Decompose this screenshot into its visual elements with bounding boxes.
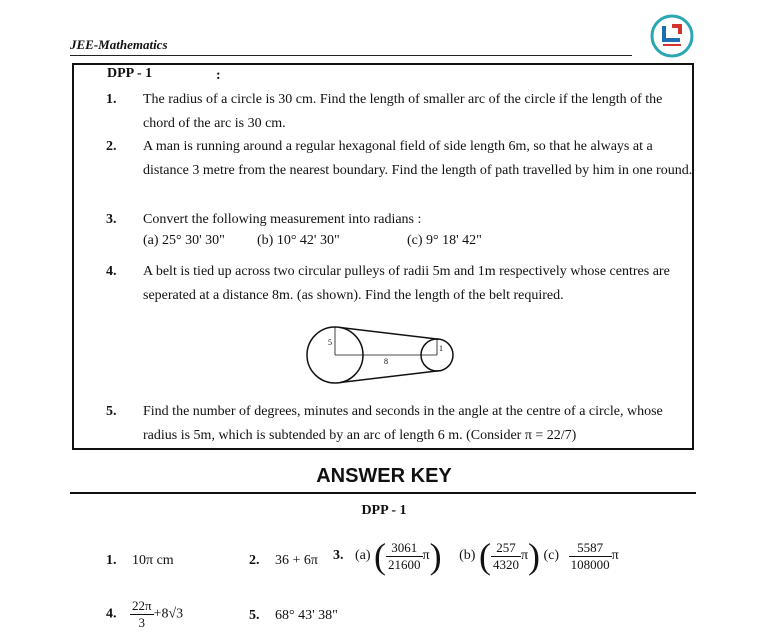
fraction-denominator: 108000 (570, 556, 610, 572)
fraction-denominator: 3 (138, 615, 146, 630)
answer-3c-label: (c) (543, 548, 560, 563)
answer-number: 4. (106, 606, 117, 622)
fraction-denominator: 4320 (492, 556, 519, 572)
dpp-heading-colon: : (216, 68, 221, 83)
answer-1 (106, 553, 174, 569)
answer-key-divider (70, 492, 696, 494)
pulley-belt-figure (300, 320, 460, 390)
belt-bottom (340, 371, 439, 383)
close-paren: ) (429, 536, 442, 576)
fraction-numerator: 257 (491, 540, 521, 557)
answer-3b-label: (b) (459, 548, 476, 563)
question-number: 1. (106, 92, 117, 107)
fraction-numerator: 5587 (569, 540, 612, 557)
answer-key-dpp-heading: DPP - 1 (361, 503, 407, 518)
question-text: Convert the following measurement into radians : (143, 212, 422, 227)
question-number: 2. (106, 139, 117, 154)
distance-label: 8 (384, 357, 388, 366)
question-text: A man is running around a regular hexagonal field of side length 6m, so that he always at a distance 3 metre from the nearest boundary. Find the length of path travelled by him in one round. (143, 139, 693, 178)
q3-option-b: (b) 10° 42' 30" (257, 233, 340, 248)
answer-value: 36 + 6π (275, 553, 318, 568)
question-text: The radius of a circle is 30 cm. Find the length of smaller arc of the circle if the length of the chord of the arc is 30 cm. (143, 92, 663, 131)
page-header-title: JEE-Mathematics (70, 37, 168, 52)
answer-5 (249, 608, 338, 624)
answer-3b-fraction (491, 540, 521, 573)
brand-logo-icon (650, 14, 694, 58)
question-number: 4. (106, 264, 117, 279)
question-text: A belt is tied up across two circular pulleys of radii 5m and 1m respectively whose centres are seperated at a distance 8m. (as shown). Find the length of the belt required. (143, 264, 670, 303)
open-paren: ( (374, 536, 387, 576)
answer-3 (333, 538, 619, 574)
fraction-denominator: 21600 (388, 556, 421, 572)
belt-top (340, 328, 439, 340)
dpp-heading: DPP - 1 (107, 66, 153, 81)
answer-number: 2. (249, 553, 260, 568)
small-radius-label: 1 (439, 344, 443, 353)
answer-4-fraction (130, 598, 154, 631)
pi-symbol: π (422, 548, 430, 563)
open-paren: ( (478, 536, 491, 576)
answer-value: 68° 43' 38" (275, 608, 338, 623)
answer-number: 1. (106, 553, 117, 568)
fraction-numerator: 3061 (386, 540, 423, 557)
fraction-numerator: 22π (132, 598, 152, 613)
big-radius-label: 5 (328, 338, 332, 347)
answer-2 (249, 553, 318, 569)
question-number: 3. (106, 212, 117, 227)
answer-value: 10π cm (132, 553, 174, 568)
question-number: 5. (106, 404, 117, 419)
answer-3a-label: (a) (355, 548, 371, 563)
pi-symbol: π (520, 548, 529, 563)
pi-symbol: π (611, 548, 619, 563)
answer-number: 3. (333, 548, 344, 563)
answer-number: 5. (249, 608, 260, 623)
q3-option-a: (a) 25° 30' 30" (143, 233, 225, 248)
q3-option-c: (c) 9° 18' 42" (407, 233, 482, 248)
answer-key-title: ANSWER KEY (316, 465, 452, 487)
answer-3c-fraction (569, 540, 612, 573)
header-divider (70, 55, 632, 56)
question-text: Find the number of degrees, minutes and seconds in the angle at the centre of a circle, whose radius is 5m, which is subtended by an arc of length 6 m. (Consider π = 22/7) (143, 404, 663, 443)
answer-4 (106, 598, 183, 631)
answer-4-rest: +8√3 (153, 606, 184, 622)
close-paren: ) (528, 536, 541, 576)
answer-3a-fraction (386, 540, 423, 573)
